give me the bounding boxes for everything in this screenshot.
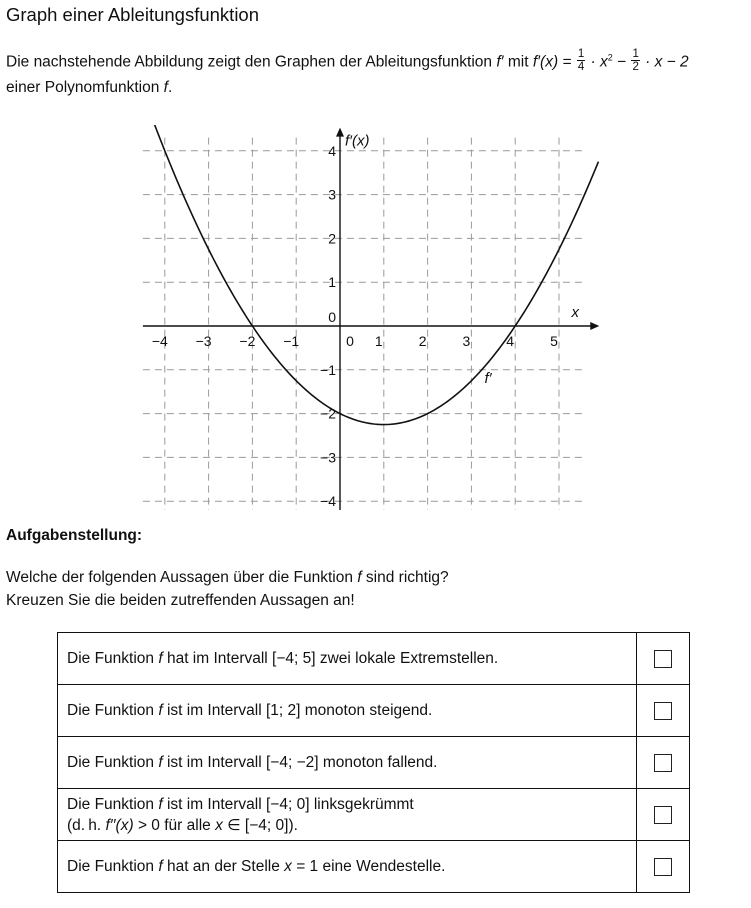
intro-line-1 bbox=[6, 50, 746, 76]
statement-text: Die Funktion f hat an der Stelle x = 1 eine Wendestelle. bbox=[58, 841, 637, 893]
fraction-one-quarter: $\frac{1}{4}$ bbox=[577, 48, 585, 73]
y-tick-label: 1 bbox=[328, 274, 336, 291]
x-tick-label: −4 bbox=[151, 333, 168, 349]
x-tick-label: 5 bbox=[550, 333, 558, 349]
x-axis-arrow bbox=[590, 322, 599, 330]
statement-3-checkbox[interactable] bbox=[654, 754, 672, 772]
statement-row bbox=[58, 633, 690, 685]
fprime-symbol: f′ bbox=[496, 53, 504, 71]
statement-4-checkbox[interactable] bbox=[654, 806, 672, 824]
statement-2-checkbox[interactable] bbox=[654, 702, 672, 720]
term-x-minus-2: · x − 2 bbox=[640, 53, 689, 71]
derivative-graph bbox=[140, 125, 610, 520]
grid-lines bbox=[143, 138, 585, 510]
intro-text: Die nachstehende Abbildung zeigt den Graphen der Ableitungsfunktion bbox=[6, 53, 497, 71]
question-line-2: Kreuzen Sie die beiden zutreffenden Aussagen an! bbox=[6, 592, 355, 609]
y-tick-label: −2 bbox=[320, 405, 336, 422]
x-tick-label: 0 bbox=[346, 333, 354, 349]
x-tick-label: −1 bbox=[283, 333, 300, 349]
x-axis-label: x bbox=[571, 304, 580, 321]
graph-svg bbox=[140, 125, 610, 515]
y-axis-arrow bbox=[336, 128, 344, 137]
y-tick-label: −1 bbox=[320, 361, 336, 378]
derivative-curve bbox=[147, 125, 598, 425]
question-line-1: Welche der folgenden Aussagen über die Funktion f sind richtig? bbox=[6, 569, 449, 586]
checkbox-cell bbox=[637, 789, 690, 841]
statements-table bbox=[57, 632, 690, 893]
checkbox-cell bbox=[637, 685, 690, 737]
function-lhs: f′(x) = bbox=[532, 53, 572, 71]
x-tick-label: −3 bbox=[195, 333, 212, 349]
statement-text: Die Funktion f hat im Intervall [−4; 5] zwei lokale Extremstellen. bbox=[58, 633, 637, 685]
checkbox-cell bbox=[637, 633, 690, 685]
statement-text: Die Funktion f ist im Intervall [−4; −2] monoton fallend. bbox=[58, 737, 637, 789]
axes bbox=[143, 128, 599, 510]
question bbox=[6, 566, 449, 612]
intro-mit: mit bbox=[503, 53, 533, 71]
y-tick-label: −3 bbox=[320, 449, 336, 466]
y-tick-label: 3 bbox=[328, 186, 336, 203]
x-tick-label: 4 bbox=[506, 333, 515, 349]
x-tick-label: −2 bbox=[239, 333, 256, 349]
minus-sign: − bbox=[612, 53, 631, 71]
exponent: 2 bbox=[607, 52, 613, 63]
checkbox-cell bbox=[637, 841, 690, 893]
checkbox-cell bbox=[637, 737, 690, 789]
page-title: Graph einer Ableitungsfunktion bbox=[6, 4, 260, 25]
y-tick-label: −4 bbox=[320, 493, 336, 510]
y-tick-label: 2 bbox=[328, 230, 336, 247]
y-tick-label: 4 bbox=[328, 142, 336, 159]
y-axis-label: f′(x) bbox=[345, 132, 370, 150]
curve bbox=[147, 125, 598, 425]
statement-text: Die Funktion f ist im Intervall [−4; 0] linksgekrümmt (d. h. f′′(x) > 0 für alle x ∈ [−4; 0]). bbox=[58, 789, 637, 841]
term-x-squared: · x bbox=[586, 53, 608, 71]
f-symbol: f bbox=[163, 79, 168, 96]
statement-row bbox=[58, 685, 690, 737]
statement-row bbox=[58, 789, 690, 841]
intro-line-2: einer Polynomfunktion f. bbox=[6, 79, 173, 96]
statement-row bbox=[58, 737, 690, 789]
y-tick-label: 0 bbox=[328, 309, 336, 325]
task-heading: Aufgabenstellung: bbox=[6, 527, 143, 544]
x-tick-label: 2 bbox=[418, 333, 427, 349]
statement-row bbox=[58, 841, 690, 893]
fraction-one-half: $\frac{1}{2}$ bbox=[632, 48, 639, 73]
curve-label: f′ bbox=[484, 369, 492, 387]
intro-paragraph bbox=[6, 50, 746, 100]
statement-5-checkbox[interactable] bbox=[654, 858, 672, 876]
statement-text: Die Funktion f ist im Intervall [1; 2] monoton steigend. bbox=[58, 685, 637, 737]
x-tick-label: 1 bbox=[374, 333, 383, 349]
x-tick-label: 3 bbox=[462, 333, 471, 349]
statement-1-checkbox[interactable] bbox=[654, 650, 672, 668]
